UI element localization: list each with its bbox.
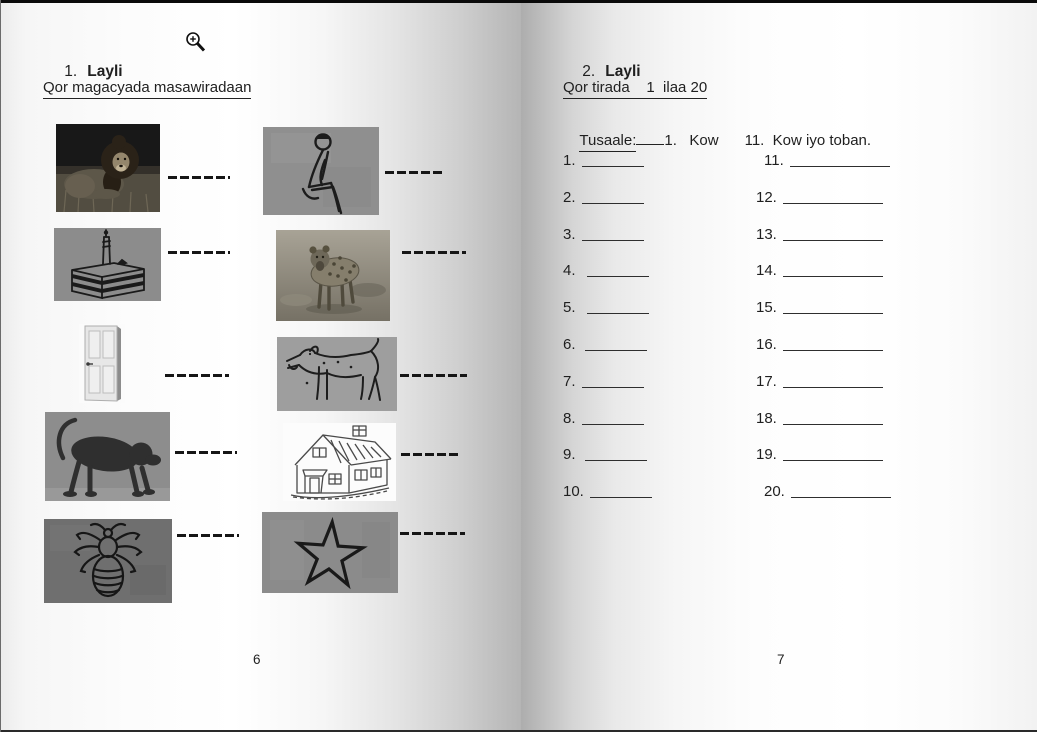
answer-blank-9 [585, 446, 647, 461]
answer-blank-20 [791, 483, 891, 498]
list-row: 3. [563, 224, 652, 261]
answer-blank-18 [783, 410, 883, 425]
answer-blank-baboon [175, 451, 237, 454]
exercise-2-instruction: Qor tirada 1 ilaa 20 [563, 79, 707, 96]
list-row: 13. [756, 224, 891, 261]
answer-blank-13 [783, 226, 883, 241]
figure-baboon [45, 412, 170, 501]
lion-photo [56, 124, 160, 212]
figure-dog [277, 337, 397, 411]
list-row: 19. [756, 444, 891, 481]
mosque-drawing [54, 228, 161, 301]
number-list-1-10 [563, 150, 652, 518]
seated-person-drawing [263, 127, 379, 215]
exercise-1-instruction: Qor magacyada masawiradaan [43, 79, 251, 96]
list-row: 20. [756, 481, 891, 518]
door-photo [79, 324, 125, 403]
list-row: 14. [756, 260, 891, 297]
answer-blank-mosque [168, 251, 230, 254]
louse-drawing [44, 519, 172, 603]
answer-blank-person [385, 171, 442, 174]
answer-blank-5 [587, 299, 649, 314]
answer-blank-3 [582, 226, 644, 241]
exercise-2-number: 2. [582, 63, 596, 80]
dog-drawing [277, 337, 397, 411]
figure-person [263, 127, 379, 215]
scan-top-border [0, 0, 1037, 3]
list-row: 4. [563, 260, 652, 297]
answer-blank-lion [168, 176, 230, 179]
figure-mosque [54, 228, 161, 301]
answer-blank-12 [783, 189, 883, 204]
example-item-2: 11. Kow iyo toban. [744, 132, 872, 149]
list-row: 17. [756, 371, 891, 408]
figure-louse [44, 519, 172, 603]
answer-blank-dog [400, 374, 467, 377]
figure-lion [56, 124, 160, 212]
page-number-right: 7 [777, 652, 785, 667]
answer-blank-14 [783, 262, 883, 277]
list-row: 5. [563, 297, 652, 334]
answer-blank-6 [585, 336, 647, 351]
answer-blank-1 [582, 152, 644, 167]
answer-blank-7 [582, 373, 644, 388]
list-row: 9. [563, 444, 652, 481]
number-list-11-20 [756, 150, 891, 518]
exercise-2-title: Layli [605, 63, 641, 80]
example-label: Tusaale: [579, 132, 636, 152]
answer-blank-4 [587, 262, 649, 277]
example-underline-extension [636, 131, 664, 145]
hyena-photo [276, 230, 390, 321]
answer-blank-hyena [402, 251, 466, 254]
answer-blank-19 [783, 446, 883, 461]
list-row: 15. [756, 297, 891, 334]
zoom-in-cursor-icon [184, 30, 208, 61]
workbook-page-right [521, 0, 1037, 732]
answer-blank-house [401, 453, 461, 456]
figure-star [262, 512, 398, 593]
list-row: 16. [756, 334, 891, 371]
baboon-drawing [45, 412, 170, 501]
answer-blank-8 [582, 410, 644, 425]
list-row: 8. [563, 408, 652, 445]
list-row: 6. [563, 334, 652, 371]
list-row: 1. [563, 150, 652, 187]
star-drawing [262, 512, 398, 593]
answer-blank-star [400, 532, 465, 535]
answer-blank-door [165, 374, 229, 377]
list-row: 12. [756, 187, 891, 224]
scan-left-border [0, 0, 1, 732]
list-row: 7. [563, 371, 652, 408]
page-number-left: 6 [253, 652, 261, 667]
answer-blank-16 [783, 336, 883, 351]
list-row: 18. [756, 408, 891, 445]
answer-blank-17 [783, 373, 883, 388]
figure-house [283, 423, 396, 501]
answer-blank-11 [790, 152, 890, 167]
list-row: 10. [563, 481, 652, 518]
list-row: 2. [563, 187, 652, 224]
house-drawing [283, 423, 396, 501]
example-item-1: 1. Kow [664, 132, 719, 149]
answer-blank-2 [582, 189, 644, 204]
exercise-1-title: Layli [87, 63, 123, 80]
answer-blank-10 [590, 483, 652, 498]
figure-door [79, 324, 125, 403]
list-row: 11. [756, 150, 891, 187]
exercise-1-number: 1. [64, 63, 78, 80]
figure-hyena [276, 230, 390, 321]
answer-blank-louse [177, 534, 239, 537]
answer-blank-15 [783, 299, 883, 314]
